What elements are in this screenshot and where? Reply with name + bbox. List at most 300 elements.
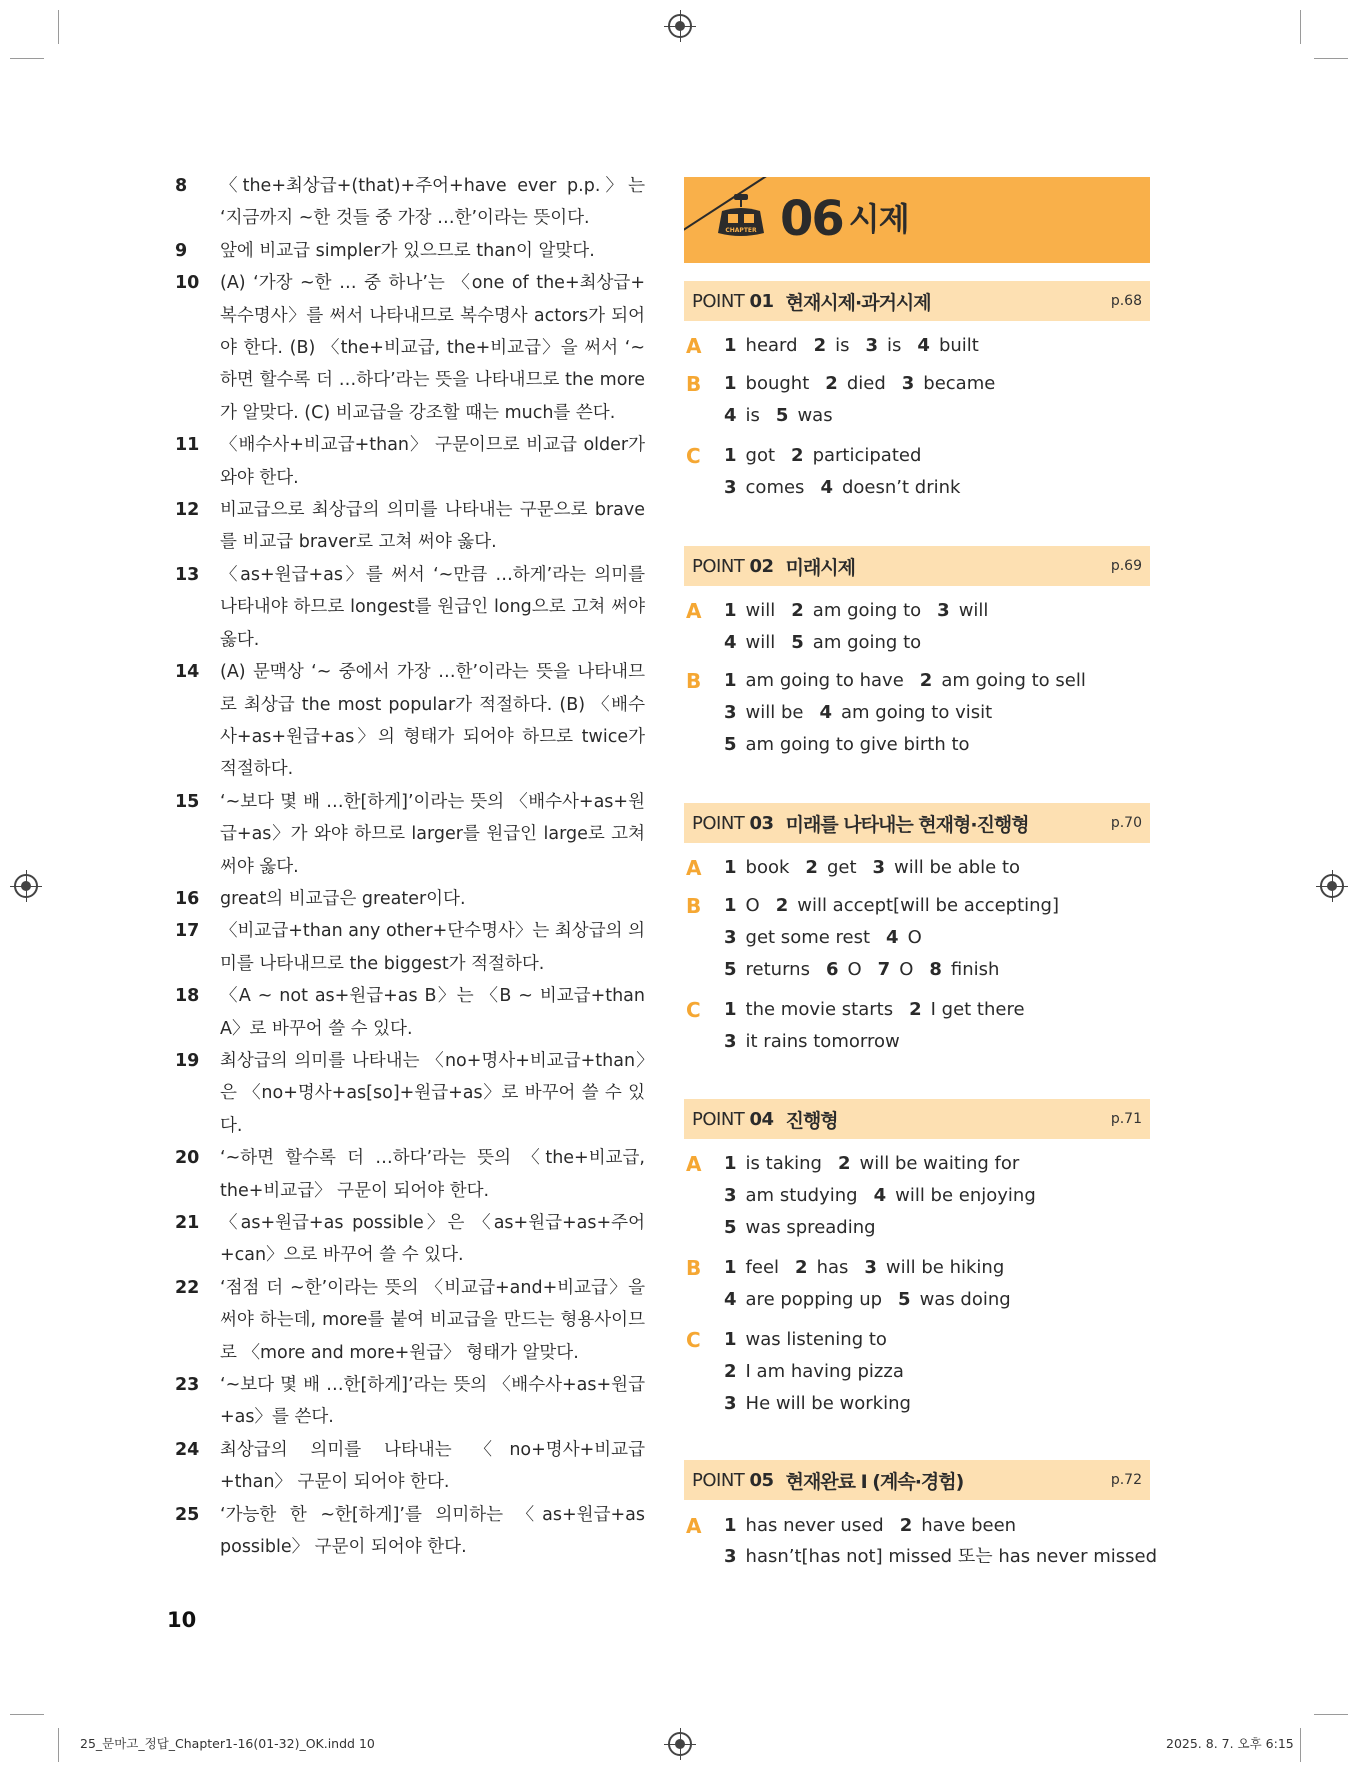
explanation-number: 14 <box>175 662 200 683</box>
explanation-item <box>175 915 645 980</box>
point-page-ref: p.69 <box>1110 558 1142 574</box>
answer-value: bought <box>745 373 810 394</box>
answer-number: 8 <box>929 959 942 980</box>
section-letter <box>684 1212 724 1244</box>
answer-value: will be enjoying <box>895 1185 1036 1206</box>
answer-item <box>886 927 922 948</box>
answer-items <box>724 595 1154 627</box>
explanation-item <box>175 883 645 915</box>
explanation-item <box>175 559 645 656</box>
explanation-item <box>175 1272 645 1369</box>
chapter-badge-text: CHAPTER <box>725 227 757 234</box>
point-page-ref: p.72 <box>1110 1472 1142 1488</box>
answer-value: finish <box>950 959 1000 980</box>
answer-value: is taking <box>745 1153 822 1174</box>
explanation-item <box>175 1045 645 1142</box>
explanation-item <box>175 429 645 494</box>
explanations-column <box>175 170 645 1563</box>
answer-item <box>814 335 850 356</box>
answer-items <box>724 472 1154 504</box>
answer-value: was spreading <box>745 1217 876 1238</box>
answer-value: comes <box>745 477 805 498</box>
answer-item <box>825 373 885 394</box>
answer-row <box>684 994 1154 1026</box>
point-label: POINT 03 <box>692 812 774 834</box>
answer-number: 5 <box>724 959 737 980</box>
answer-item <box>724 999 893 1020</box>
answer-value: I get there <box>930 999 1025 1020</box>
answer-item <box>724 405 760 426</box>
answer-value: am going to <box>812 632 922 653</box>
answer-items <box>724 627 1154 659</box>
answer-number: 2 <box>837 1153 851 1174</box>
registration-mark-icon <box>668 1732 692 1756</box>
answer-number: 5 <box>791 632 804 653</box>
page-number: 10 <box>167 1608 197 1632</box>
section-letter <box>684 1356 724 1388</box>
crop-mark <box>1314 58 1348 59</box>
answer-row <box>684 330 1154 362</box>
answer-items <box>724 922 1154 954</box>
answer-item <box>805 857 856 878</box>
point-header-3 <box>684 803 1150 843</box>
answer-item <box>838 1153 1019 1174</box>
explanation-number: 10 <box>175 273 200 294</box>
crop-mark <box>1300 1728 1301 1762</box>
point-label: POINT 05 <box>692 1469 774 1491</box>
explanation-item <box>175 494 645 559</box>
answer-items <box>724 954 1154 986</box>
section-letter: B <box>686 372 702 396</box>
answer-number: 1 <box>724 335 737 356</box>
answer-value: returns <box>745 959 810 980</box>
footer-date: 2025. 8. 7. 오후 6:15 <box>1166 1736 1294 1751</box>
point-title: 현재완료 I (계속·경험) <box>785 1470 964 1493</box>
answer-item <box>724 959 810 980</box>
answer-row <box>684 1026 1154 1058</box>
answer-number: 4 <box>917 335 930 356</box>
answer-number: 1 <box>724 857 737 878</box>
explanation-item <box>175 235 645 267</box>
answer-number: 2 <box>899 1515 913 1536</box>
answer-number: 1 <box>724 1515 737 1536</box>
answer-item <box>937 600 988 621</box>
section-letter <box>684 729 724 761</box>
answer-number: 3 <box>724 702 737 723</box>
explanation-number: 23 <box>175 1375 200 1396</box>
answer-item <box>724 927 870 948</box>
explanation-item <box>175 267 645 429</box>
section-letter: A <box>686 1152 702 1176</box>
answer-row <box>684 1212 1154 1244</box>
answer-items <box>724 1252 1154 1284</box>
answer-number: 3 <box>724 1546 737 1567</box>
answer-items <box>724 400 1154 432</box>
answer-number: 2 <box>724 1361 737 1382</box>
answer-value: will be hiking <box>885 1257 1005 1278</box>
explanation-item <box>175 1207 645 1272</box>
explanation-item <box>175 1434 645 1499</box>
section-letter: C <box>686 998 701 1022</box>
answer-row <box>684 665 1154 697</box>
answer-number: 1 <box>724 1329 737 1350</box>
answer-row <box>684 1252 1154 1284</box>
answer-items <box>724 665 1154 697</box>
answer-item <box>724 1546 1157 1567</box>
point-page-ref: p.68 <box>1110 293 1142 309</box>
answer-item <box>826 959 862 980</box>
answer-value: was doing <box>919 1289 1011 1310</box>
answer-row <box>684 1356 1154 1388</box>
point-page-ref: p.70 <box>1110 815 1142 831</box>
answer-number: 2 <box>919 670 933 691</box>
answer-number: 3 <box>724 927 737 948</box>
answer-row <box>684 368 1154 400</box>
answer-value: O <box>847 959 862 980</box>
answer-value: is <box>835 335 850 356</box>
answer-item <box>724 670 904 691</box>
answer-number: 3 <box>864 1257 877 1278</box>
explanation-number: 16 <box>175 888 200 909</box>
crop-mark <box>58 10 59 44</box>
answer-item <box>776 405 833 426</box>
explanation-text: (A) ‘가장 ~한 … 중 하나’는 〈one of the+최상급+ 복수명사〉를 써서 나타내므로 복수명사 actors가 되어야 한다. (B) 〈the+비교급, the+비교급〉을 써서 ‘~하면 할수록 더 …하다’라는 뜻을 나타내므로 the more가 알맞다. (C) 비교급을 강조할 때는 much를 쓴다. <box>220 273 645 423</box>
answer-item <box>865 335 901 356</box>
answer-number: 4 <box>819 702 833 723</box>
answer-items <box>724 368 1154 400</box>
answer-value: became <box>923 373 996 394</box>
answer-value: has <box>816 1257 849 1278</box>
section-letter: C <box>686 1328 701 1352</box>
answer-item <box>724 335 798 356</box>
answer-number: 2 <box>791 445 804 466</box>
answer-number: 1 <box>724 1257 737 1278</box>
answer-row <box>684 1324 1154 1356</box>
answer-value: will be able to <box>894 857 1021 878</box>
explanation-item <box>175 980 645 1045</box>
answer-number: 3 <box>724 477 737 498</box>
answer-item <box>791 445 921 466</box>
answer-item <box>724 373 809 394</box>
answer-number: 4 <box>886 927 899 948</box>
point-header-1 <box>684 281 1150 321</box>
answer-item <box>791 632 921 653</box>
answer-item <box>795 1257 848 1278</box>
answer-number: 4 <box>873 1185 887 1206</box>
explanation-text: 최상급의 의미를 나타내는 〈no+명사+비교급+than〉 구문이 되어야 한다. <box>220 1439 645 1493</box>
answer-items <box>724 697 1154 729</box>
crop-mark <box>58 1728 59 1762</box>
answer-item <box>900 1515 1016 1536</box>
answer-items <box>724 1284 1154 1316</box>
point-title: 진행형 <box>785 1109 838 1132</box>
answer-item <box>776 895 1059 916</box>
explanation-text: 〈비교급+than any other+단수명사〉는 최상급의 의미를 나타내므로 the biggest가 적절하다. <box>220 921 645 974</box>
answer-number: 1 <box>724 999 737 1020</box>
crop-mark <box>1314 1714 1348 1715</box>
answer-value: was listening to <box>745 1329 887 1350</box>
answer-number: 3 <box>865 335 879 356</box>
answer-value: hasn’t[has not] missed 또는 has never missed <box>745 1546 1157 1567</box>
explanation-number: 8 <box>175 176 188 196</box>
chapter-title <box>780 193 909 250</box>
answer-number: 1 <box>724 445 737 466</box>
answer-value: is <box>745 405 760 426</box>
answer-number: 4 <box>724 405 737 426</box>
answer-items <box>724 1148 1154 1180</box>
section-letter <box>684 400 724 432</box>
answer-row <box>684 1388 1154 1420</box>
section-letter: B <box>686 669 702 693</box>
answer-number: 4 <box>724 1289 737 1310</box>
answer-row <box>684 627 1154 659</box>
answer-value: book <box>745 857 790 878</box>
answer-row <box>684 954 1154 986</box>
answer-item <box>929 959 999 980</box>
answer-row <box>684 852 1154 884</box>
explanation-number: 20 <box>175 1148 200 1169</box>
answer-items <box>724 1541 1173 1573</box>
answer-items <box>724 1356 1154 1388</box>
answer-value: am studying <box>745 1185 858 1206</box>
answer-value: will <box>745 632 776 653</box>
answer-number: 2 <box>775 895 789 916</box>
answer-items <box>724 1180 1154 1212</box>
answer-value: doesn’t drink <box>841 477 961 498</box>
answer-items <box>724 1324 1154 1356</box>
point-title: 현재시제·과거시제 <box>785 291 931 314</box>
answer-value: got <box>745 445 776 466</box>
crop-mark <box>1300 10 1301 44</box>
explanation-text: ‘점점 더 ~한’이라는 뜻의 〈비교급+and+비교급〉을 써야 하는데, more를 붙여 비교급을 만드는 형용사이므로 〈more and more+원급〉 형태가 알맞다. <box>220 1277 645 1363</box>
answer-item <box>724 477 804 498</box>
answer-item <box>724 632 775 653</box>
answer-row <box>684 472 1154 504</box>
point-title: 미래를 나타내는 현재형·진행형 <box>785 813 1029 836</box>
section-letter: A <box>686 856 702 880</box>
answer-item <box>791 600 921 621</box>
explanation-text: ‘~보다 몇 배 …한[하게]’이라는 뜻의 〈배수사+as+원급+as〉가 와야 하므로 larger를 원급인 large로 고쳐 써야 옳다. <box>220 791 645 877</box>
answer-item <box>724 1217 876 1238</box>
answer-items <box>724 729 1154 761</box>
answer-item <box>724 1257 779 1278</box>
answer-number: 5 <box>898 1289 911 1310</box>
explanation-number: 15 <box>175 791 200 812</box>
crop-mark <box>10 1714 44 1715</box>
section-letter <box>684 1180 724 1212</box>
explanation-number: 21 <box>175 1213 200 1233</box>
answer-number: 1 <box>724 600 737 621</box>
answer-value: am going to have <box>745 670 904 691</box>
answer-item <box>820 477 960 498</box>
answer-number: 3 <box>724 1031 737 1052</box>
answer-value: am going to <box>812 600 922 621</box>
answer-number: 1 <box>724 373 737 394</box>
answer-value: am going to give birth to <box>745 734 970 755</box>
answer-row <box>684 729 1154 761</box>
registration-mark-icon <box>668 14 692 38</box>
explanation-text: 최상급의 의미를 나타내는 〈no+명사+비교급+than〉은 〈no+명사+as[so]+원급+as〉로 바꾸어 쓸 수 있다. <box>220 1050 645 1136</box>
answer-number: 2 <box>791 600 804 621</box>
point-header-5 <box>684 1460 1150 1500</box>
answer-value: get <box>826 857 857 878</box>
explanation-text: (A) 문맥상 ‘~ 중에서 가장 …한’이라는 뜻을 나타내므로 최상급 the most popular가 적절하다. (B) 〈배수사+as+원급+as〉의 형태가 되어야 하므로 twice가 적절하다. <box>220 662 645 780</box>
section-letter <box>684 697 724 729</box>
answer-item <box>724 445 775 466</box>
section-letter: B <box>686 1256 702 1280</box>
point-label: POINT 02 <box>692 555 774 577</box>
point-title: 미래시제 <box>785 556 856 579</box>
answer-item <box>819 702 992 723</box>
answer-value: built <box>938 335 979 356</box>
answer-value: will accept[will be accepting] <box>797 895 1059 916</box>
answer-item <box>724 702 803 723</box>
explanation-item <box>175 170 645 235</box>
answer-value: died <box>846 373 886 394</box>
answer-item <box>724 895 760 916</box>
point-header-4 <box>684 1099 1150 1139</box>
section-letter: A <box>686 599 702 623</box>
answer-row <box>684 890 1154 922</box>
answer-number: 3 <box>724 1185 737 1206</box>
answer-value: He will be working <box>745 1393 911 1414</box>
section-letter: A <box>686 1514 702 1538</box>
explanation-number: 17 <box>175 921 200 942</box>
answer-value: participated <box>812 445 922 466</box>
answer-items <box>724 994 1154 1026</box>
answer-items <box>724 1388 1154 1420</box>
answer-item <box>724 734 970 755</box>
answer-number: 4 <box>820 477 833 498</box>
answer-item <box>917 335 978 356</box>
answer-value: will <box>958 600 989 621</box>
explanation-number: 9 <box>175 240 188 261</box>
answer-item <box>909 999 1024 1020</box>
answer-number: 3 <box>937 600 950 621</box>
answer-number: 1 <box>724 1153 737 1174</box>
answer-number: 1 <box>724 670 737 691</box>
answer-value: was <box>797 405 833 426</box>
footer-file-info: 25_문마고_정답_Chapter1-16(01-32)_OK.indd 10 <box>80 1736 375 1751</box>
answer-item <box>864 1257 1004 1278</box>
answer-items <box>724 440 1154 472</box>
answer-value: heard <box>745 335 798 356</box>
answer-row <box>684 1541 1157 1573</box>
section-letter <box>684 627 724 659</box>
point-label: POINT 01 <box>692 290 774 312</box>
answer-number: 2 <box>909 999 922 1020</box>
explanation-text: 앞에 비교급 simpler가 있으므로 than이 알맞다. <box>220 240 595 261</box>
answer-value: O <box>907 927 922 948</box>
answer-number: 2 <box>813 335 827 356</box>
answer-value: I am having pizza <box>745 1361 904 1382</box>
answer-value: will be <box>745 702 804 723</box>
answer-item <box>724 1185 858 1206</box>
answer-value: O <box>745 895 760 916</box>
answer-value: has never used <box>745 1515 884 1536</box>
section-letter: C <box>686 444 701 468</box>
explanation-number: 25 <box>175 1504 200 1525</box>
explanation-number: 22 <box>175 1277 200 1298</box>
explanation-number: 19 <box>175 1050 200 1071</box>
answer-number: 3 <box>724 1393 737 1414</box>
answer-number: 3 <box>901 373 915 394</box>
explanation-number: 13 <box>175 564 200 585</box>
explanation-number: 24 <box>175 1439 200 1460</box>
answer-value: feel <box>745 1257 780 1278</box>
explanation-number: 12 <box>175 500 200 521</box>
point-page-ref: p.71 <box>1110 1111 1142 1127</box>
explanation-text: ‘~하면 할수록 더 …하다’라는 뜻의 〈the+비교급, the+비교급〉 구문이 되어야 한다. <box>220 1148 645 1201</box>
answer-row <box>684 595 1154 627</box>
answer-row <box>684 922 1154 954</box>
answer-number: 2 <box>805 857 818 878</box>
section-letter: A <box>686 334 702 358</box>
chapter-banner <box>684 177 1150 263</box>
answer-number: 7 <box>877 959 891 980</box>
answer-value: is <box>887 335 902 356</box>
crop-mark <box>10 58 44 59</box>
explanation-item <box>175 1142 645 1207</box>
explanation-text: 〈배수사+비교급+than〉 구문이므로 비교급 older가 와야 한다. <box>220 435 645 488</box>
answer-value: am going to sell <box>941 670 1086 691</box>
explanation-text: 〈as+원급+as〉를 써서 ‘~만큼 …하게’라는 의미를 나타내야 하므로 longest를 원급인 long으로 고쳐 써야 옳다. <box>220 564 645 650</box>
answer-number: 1 <box>724 895 737 916</box>
answer-items <box>724 1510 1154 1542</box>
answer-number: 2 <box>825 373 838 394</box>
explanation-text: 〈A ~ not as+원급+as B〉는 〈B ~ 비교급+than A〉로 바꾸어 쓸 수 있다. <box>220 986 645 1039</box>
answer-item <box>724 1031 900 1052</box>
answer-item <box>878 959 914 980</box>
answer-item <box>724 857 789 878</box>
explanation-text: 〈as+원급+as possible〉은 〈as+원급+as+주어+can〉으로 바꾸어 쓸 수 있다. <box>220 1213 645 1266</box>
answer-items <box>724 1212 1154 1244</box>
answer-number: 5 <box>724 1217 737 1238</box>
answer-items <box>724 852 1154 884</box>
section-letter <box>684 1284 724 1316</box>
answer-number: 3 <box>872 857 886 878</box>
section-letter <box>684 922 724 954</box>
explanation-number: 11 <box>175 435 200 456</box>
explanation-item <box>175 786 645 883</box>
answer-row <box>684 1148 1154 1180</box>
answer-item <box>873 857 1021 878</box>
point-header-2 <box>684 546 1150 586</box>
answer-items <box>724 890 1154 922</box>
answer-item <box>874 1185 1036 1206</box>
answer-value: the movie starts <box>745 999 894 1020</box>
section-letter <box>684 472 724 504</box>
answer-row <box>684 400 1154 432</box>
explanation-text: ‘~보다 몇 배 …한[하게]’라는 뜻의 〈배수사+as+원급+as〉를 쓴다. <box>220 1375 645 1428</box>
registration-mark-icon <box>1320 874 1344 898</box>
answer-row <box>684 1180 1154 1212</box>
answer-item <box>902 373 996 394</box>
answer-value: are popping up <box>745 1289 883 1310</box>
answer-item <box>724 1153 822 1174</box>
answer-row <box>684 697 1154 729</box>
answer-value: am going to visit <box>841 702 993 723</box>
answer-item <box>898 1289 1011 1310</box>
cable-car-icon <box>712 193 770 251</box>
answer-items <box>724 330 1154 362</box>
chapter-name: 시제 <box>848 200 909 238</box>
answer-number: 4 <box>724 632 737 653</box>
answer-number: 2 <box>795 1257 808 1278</box>
explanation-item <box>175 656 645 786</box>
section-letter: B <box>686 894 702 918</box>
answer-item <box>724 1329 887 1350</box>
